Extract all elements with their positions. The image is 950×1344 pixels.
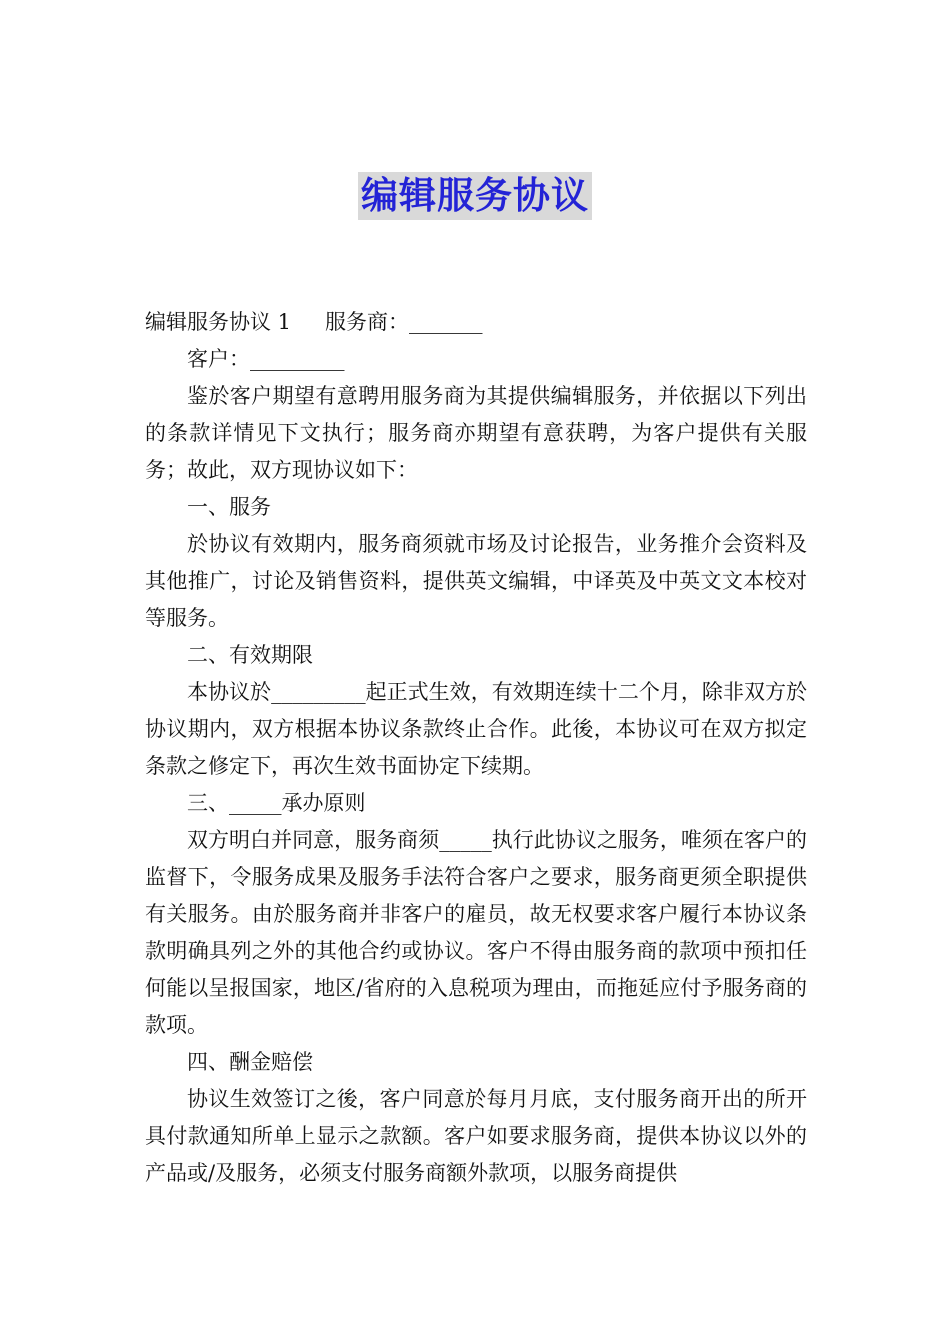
document-title: 编辑服务协议 [358,172,592,220]
section-heading-principles: 三、_____承办原则 [187,791,366,815]
principles-paragraph: 双方明白并同意，服务商须_____执行此协议之服务，唯须在客户的监督下，令服务成果及服务手法符合客户之要求，服务商更须全职提供有关服务。由於服务商并非客户的雇员，故无权要求客户履行本协议条款明确具列之外的其他合约或协议。客户不得由服务商的款项中预扣任何能以呈报国家，地区/省府的入息税项为理由，而拖延应付予服务商的款项。 [145,828,807,1037]
section-heading-term: 二、有效期限 [187,643,313,667]
client-line: 客户：_________ [187,347,345,371]
section-heading-compensation: 四、酬金赔偿 [187,1050,313,1074]
document-reference: 编辑服务协议 1 [145,310,292,334]
document-body [145,304,807,1192]
provider-line: 服务商：_______ [325,310,483,334]
compensation-paragraph: 协议生效签订之後，客户同意於每月月底，支付服务商开出的所开具付款通知所单上显示之款额。客户如要求服务商，提供本协议以外的产品或/及服务，必须支付服务商额外款项，以服务商提供 [145,1087,807,1185]
preamble-paragraph: 鉴於客户期望有意聘用服务商为其提供编辑服务，并依据以下列出的条款详情见下文执行；服务商亦期望有意获聘，为客户提供有关服务；故此，双方现协议如下： [145,384,807,482]
term-paragraph: 本协议於_________起正式生效，有效期连续十二个月，除非双方於协议期内，双方根据本协议条款终止合作。此後，本协议可在双方拟定条款之修定下，再次生效书面协定下续期。 [145,680,807,778]
title-container [0,172,950,220]
services-paragraph: 於协议有效期内，服务商须就市场及讨论报告，业务推介会资料及其他推广，讨论及销售资料，提供英文编辑，中译英及中英文文本校对等服务。 [145,532,807,630]
header-line [145,304,807,341]
section-heading-services: 一、服务 [187,495,271,519]
